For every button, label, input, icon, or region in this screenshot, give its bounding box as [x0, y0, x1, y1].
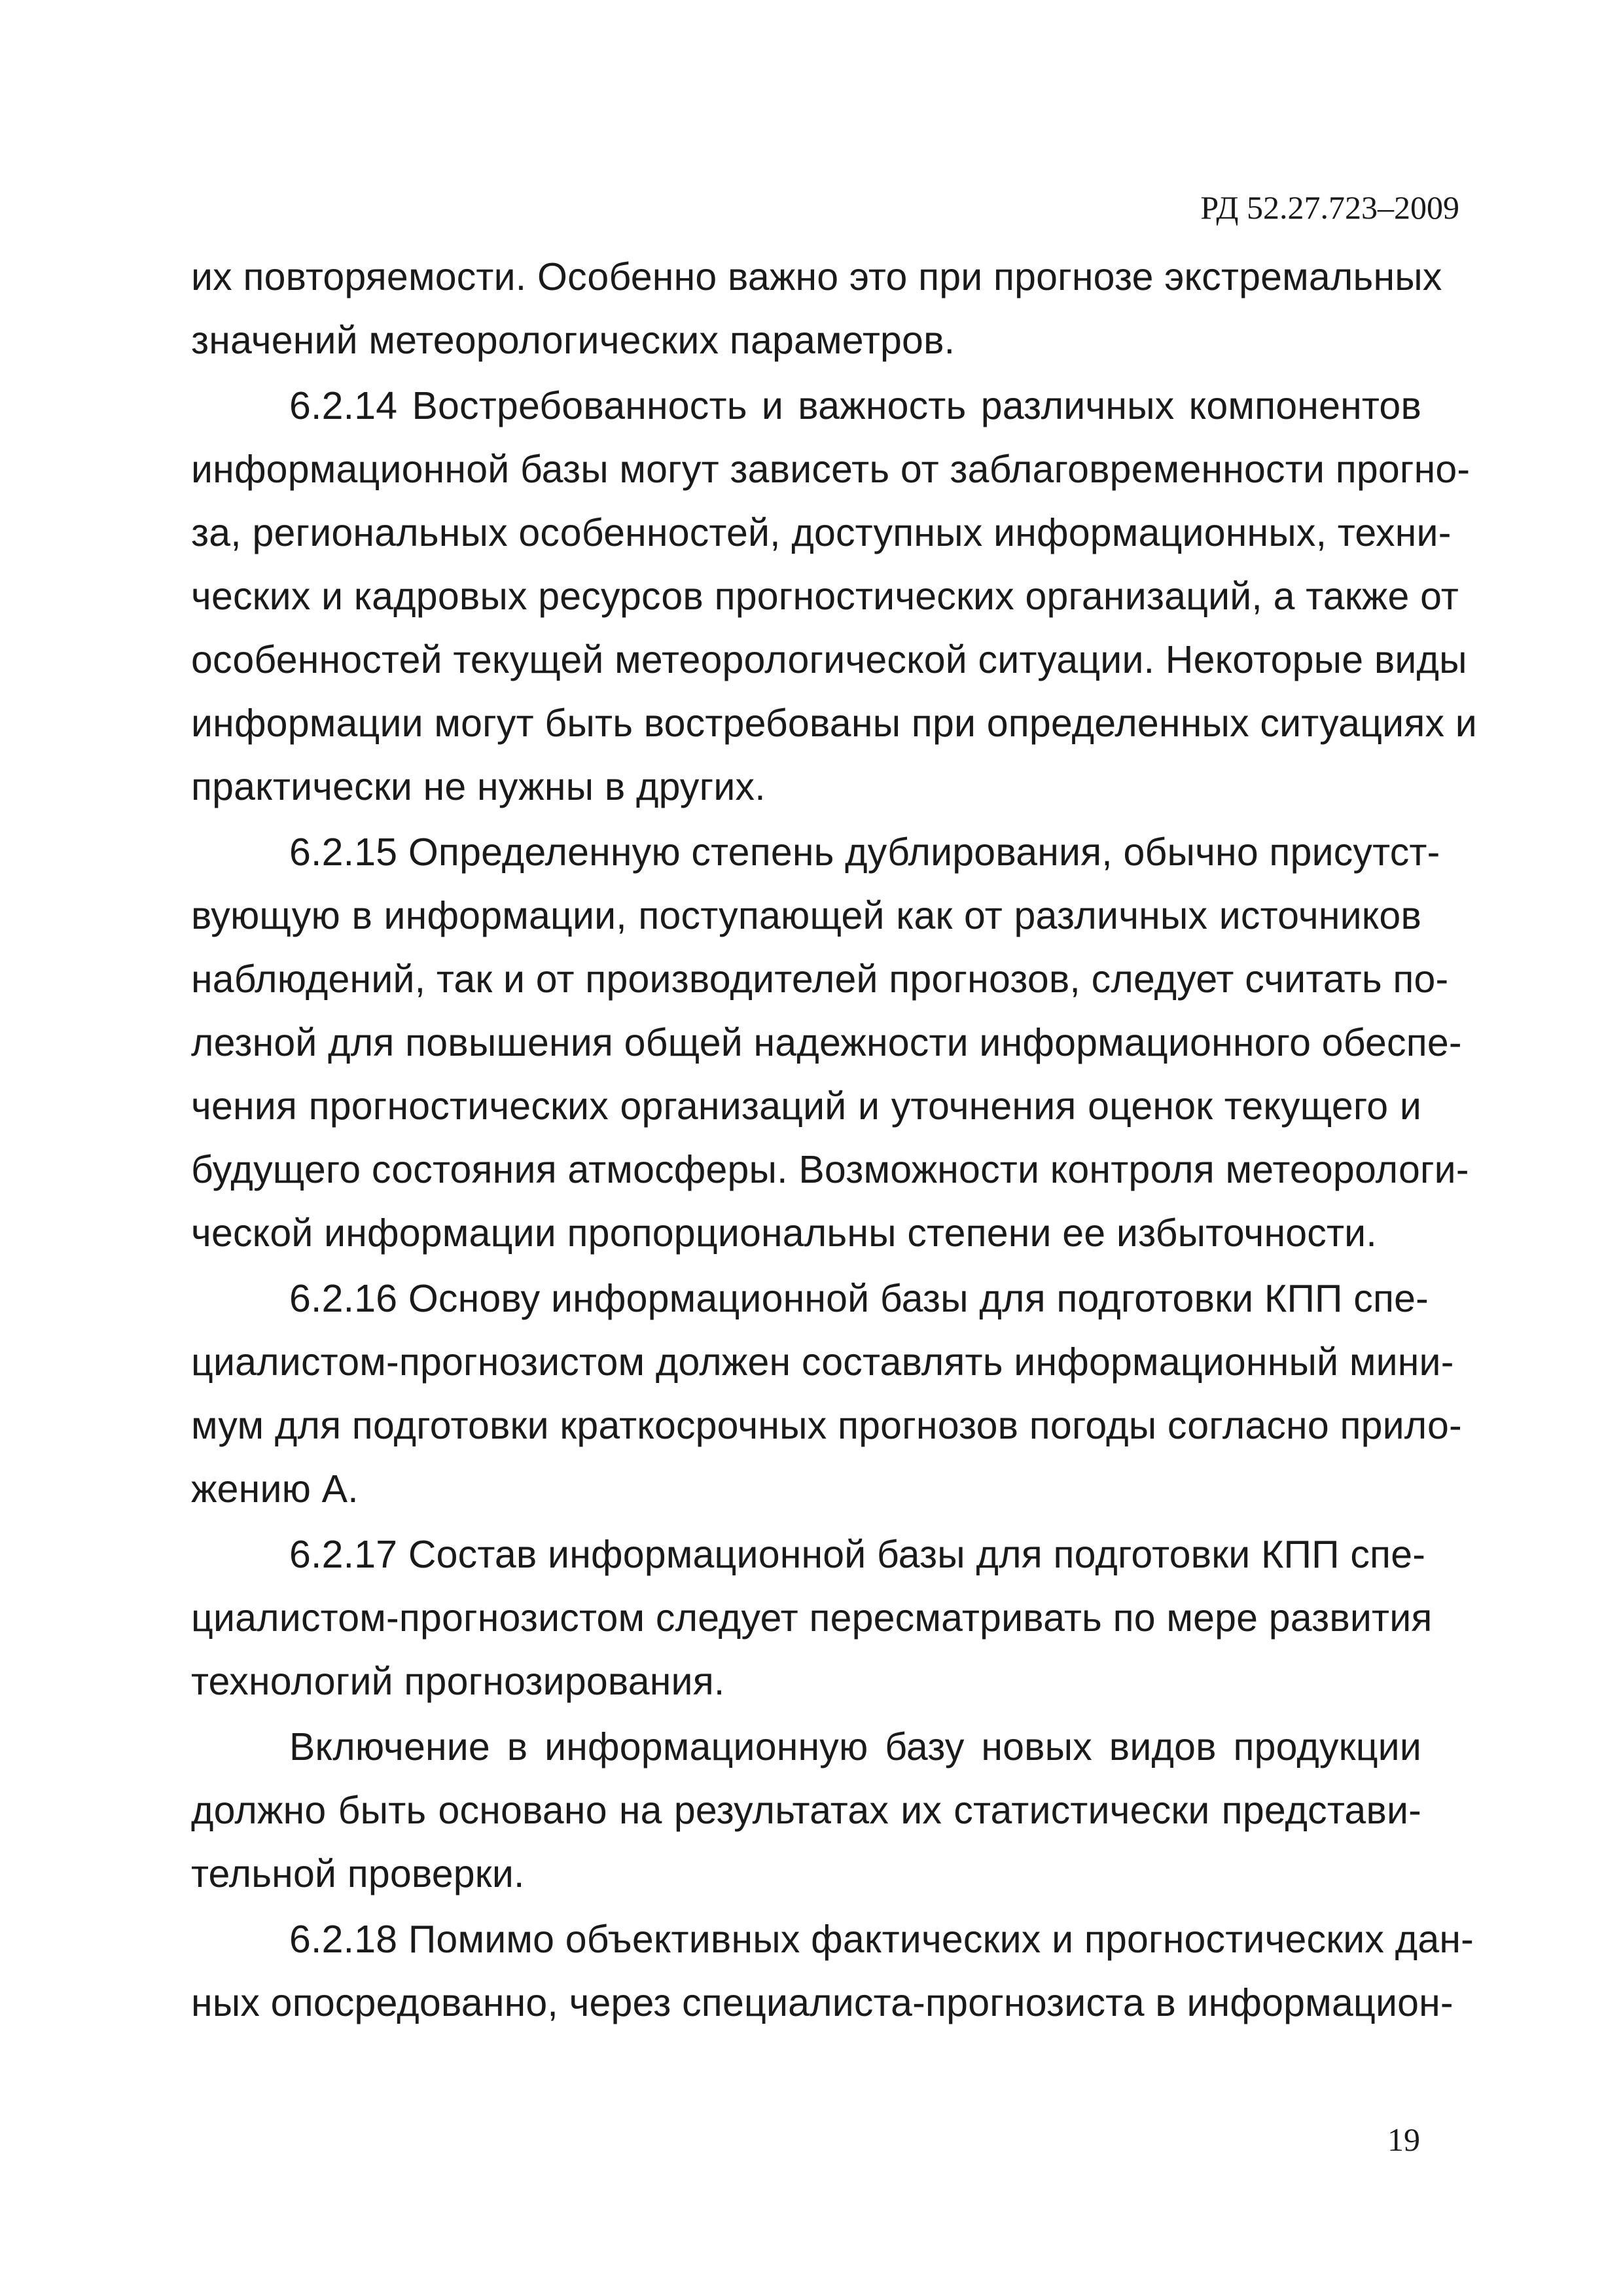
text-line: будущего состояния атмосферы. Возможности контроля метеорологи- — [191, 1148, 1469, 1191]
text-line: тельной проверки. — [191, 1852, 525, 1895]
text-line: мум для подготовки краткосрочных прогнозов погоды согласно прило- — [191, 1404, 1462, 1447]
text-line: ных опосредованно, через специалиста-прогнозиста в информацион- — [191, 1981, 1454, 2024]
paragraph-6-2-16 — [191, 1267, 1462, 1521]
document-code-header: РД 52.27.723–2009 — [1200, 189, 1459, 226]
text-line: 6.2.18 Помимо объективных фактических и прогностических дан- — [289, 1918, 1474, 1961]
text-line: циалистом-прогнозистом следует пересматривать по мере развития — [191, 1596, 1433, 1640]
paragraph-6-2-17-inclusion — [191, 1715, 1421, 1906]
page-number: 19 — [1387, 2121, 1420, 2158]
text-line: информационной базы могут зависеть от заблаговременности прогно- — [191, 448, 1471, 491]
text-line: 6.2.16 Основу информационной базы для подготовки КПП спе- — [289, 1277, 1429, 1320]
text-line: лезной для повышения общей надежности информационного обеспе- — [191, 1021, 1462, 1064]
text-line: 6.2.14 Востребованность и важность различных компонентов — [289, 384, 1421, 427]
paragraph-6-2-18 — [191, 1908, 1474, 2035]
text-line: технологий прогнозирования. — [191, 1660, 725, 1703]
text-line: ческой информации пропорциональны степени ее избыточности. — [191, 1211, 1377, 1255]
text-line: жению А. — [191, 1467, 359, 1511]
paragraph-6-2-15 — [191, 821, 1469, 1265]
text-line: 6.2.17 Состав информационной базы для подготовки КПП спе- — [289, 1533, 1426, 1576]
text-line: циалистом-прогнозистом должен составлять информационный мини- — [191, 1340, 1454, 1384]
document-body — [191, 245, 1477, 2035]
text-line: их повторяемости. Особенно важно это при прогнозе экстремальных — [191, 255, 1442, 298]
text-line: вующую в информации, поступающей как от различных источников — [191, 894, 1421, 937]
text-line: ческих и кадровых ресурсов прогностических организаций, а также от — [191, 575, 1459, 618]
text-line: наблюдений, так и от производителей прогнозов, следует считать по- — [191, 958, 1449, 1001]
paragraph-continuation — [191, 245, 1442, 372]
text-line: 6.2.15 Определенную степень дублирования, обычно присутст- — [289, 831, 1440, 874]
paragraph-6-2-17 — [191, 1523, 1433, 1713]
text-line: практически не нужны в других. — [191, 765, 766, 808]
text-line: информации могут быть востребованы при определенных ситуациях и — [191, 702, 1477, 745]
text-line: чения прогностических организаций и уточнения оценок текущего и — [191, 1085, 1421, 1128]
text-line: за, региональных особенностей, доступных информационных, техни- — [191, 511, 1452, 554]
text-line: особенностей текущей метеорологической ситуации. Некоторые виды — [191, 638, 1467, 681]
text-line: должно быть основано на результатах их статистически представи- — [191, 1789, 1421, 1832]
text-line: значений метеорологических параметров. — [191, 319, 955, 362]
text-line: Включение в информационную базу новых видов продукции — [289, 1725, 1421, 1768]
paragraph-6-2-14 — [191, 374, 1477, 819]
